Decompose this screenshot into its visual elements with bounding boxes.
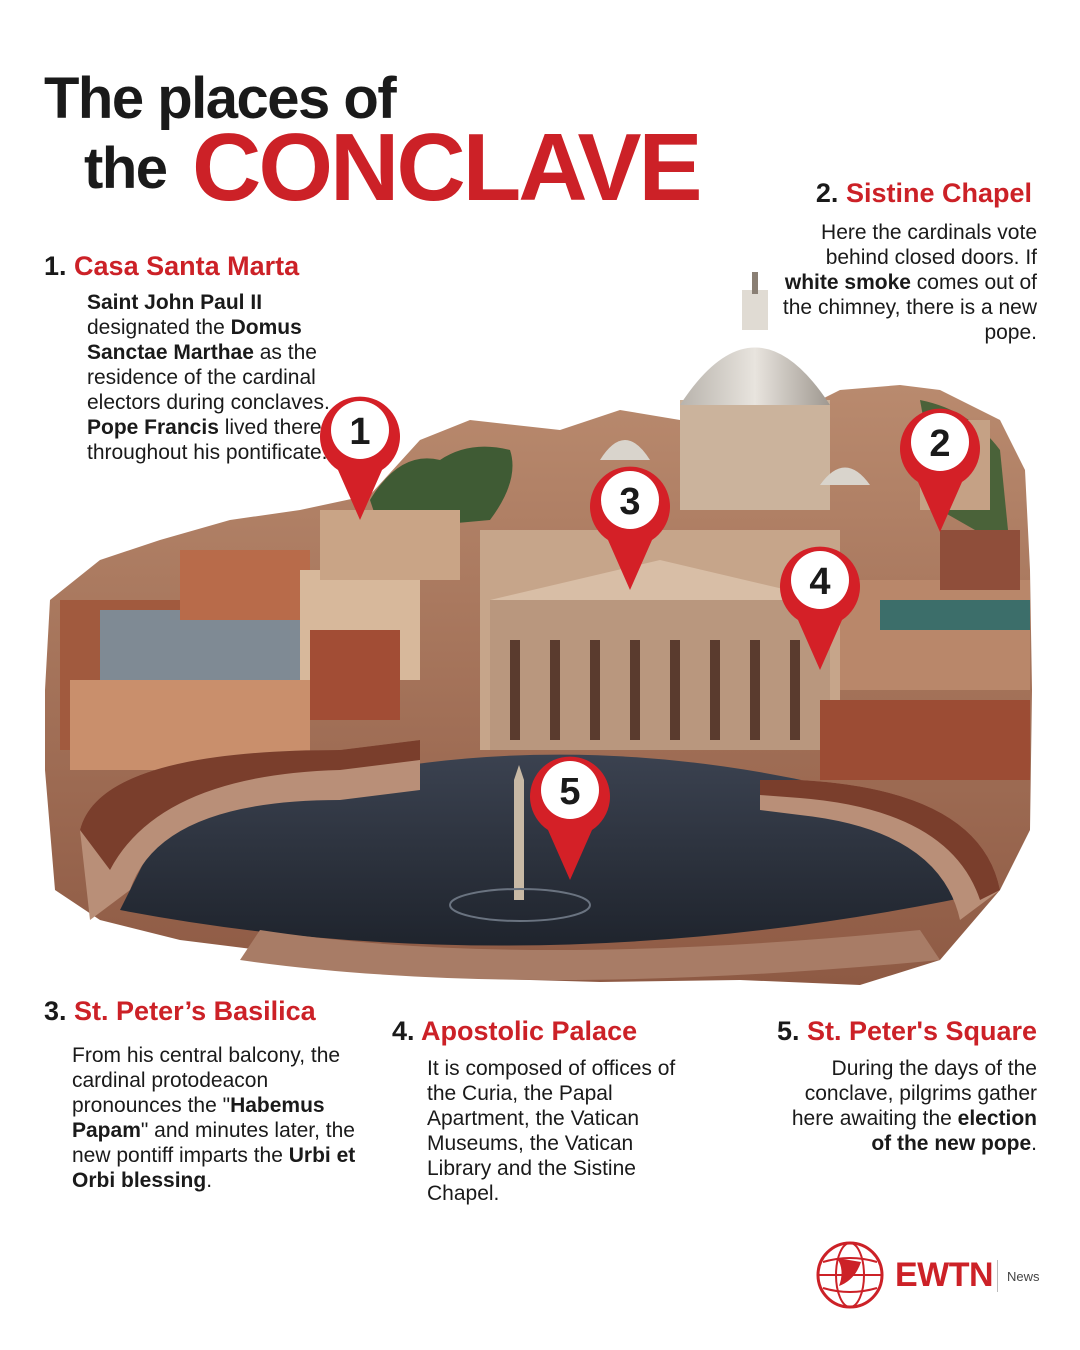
section-3-number: 3.	[44, 996, 67, 1026]
section-3-title: St. Peter’s Basilica	[74, 996, 316, 1026]
logo-sub-text: News	[1007, 1269, 1040, 1284]
pin-label-1: 1	[349, 411, 371, 453]
section-4-title: Apostolic Palace	[421, 1016, 638, 1046]
section-1-title: Casa Santa Marta	[74, 251, 300, 281]
section-3-heading	[44, 998, 316, 1025]
section-3-body: From his central balcony, the cardinal protodeacon pronounces the "Habemus Papam" and minutes later, the new pontiff imparts the Urbi et Orbi blessing.	[72, 1044, 356, 1192]
section-5-heading	[700, 1018, 1037, 1045]
section-5-title: St. Peter's Square	[806, 1016, 1037, 1046]
section-1-heading	[44, 253, 299, 280]
section-4-number: 4.	[392, 1016, 415, 1046]
title-line-2: the	[84, 136, 167, 201]
pin-label-4: 4	[809, 561, 831, 603]
logo-brand-text: EWTN	[895, 1256, 994, 1294]
section-5-number: 5.	[776, 1016, 800, 1046]
pin-label-3: 3	[619, 481, 641, 523]
section-1-body: Saint John Paul II designated the Domus Sanctae Marthae as the residence of the cardinal electors during conclaves. Pope Francis lived there throughout his pontificate.	[87, 291, 330, 464]
pin-label-5: 5	[559, 771, 581, 813]
section-5-body: During the days of the conclave, pilgrims gather here awaiting the election of the new pope.	[791, 1057, 1037, 1155]
section-2-title: Sistine Chapel	[845, 178, 1032, 208]
title-highlight: CONCLAVE	[192, 114, 700, 221]
section-2-heading	[720, 180, 1032, 207]
pin-label-2: 2	[929, 423, 951, 465]
logo-divider	[997, 1260, 998, 1292]
section-4-heading	[392, 1018, 637, 1045]
section-4-body: It is composed of offices of the Curia, the Papal Apartment, the Vatican Museums, the Vatican Library and the Sistine Chapel.	[427, 1057, 676, 1205]
section-2-body: Here the cardinals vote behind closed doors. If white smoke comes out of the chimney, there is a new pope.	[782, 221, 1037, 344]
globe-icon	[815, 1240, 885, 1310]
section-1-number: 1.	[44, 251, 67, 281]
ewtn-logo	[815, 1240, 1045, 1310]
title-line-1: The places of	[44, 66, 396, 131]
section-2-number: 2.	[815, 178, 839, 208]
